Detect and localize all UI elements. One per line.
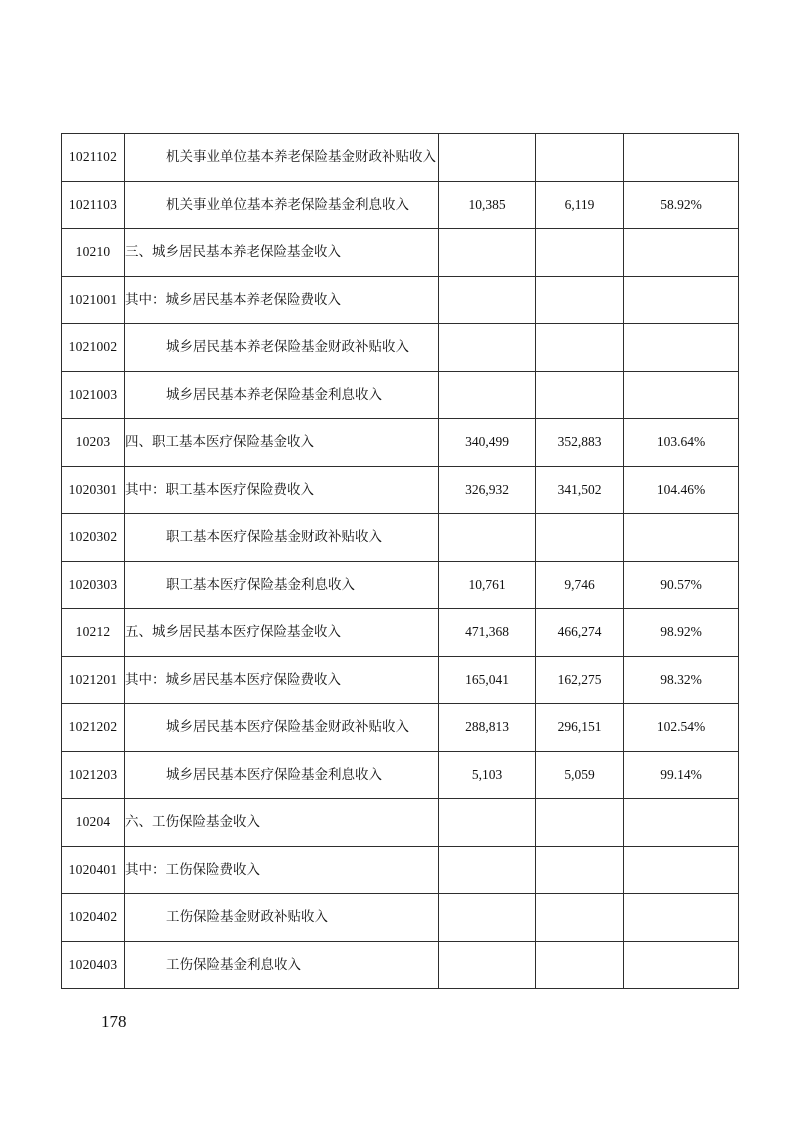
budget-cell: 165,041 bbox=[439, 656, 536, 704]
code-cell: 1021002 bbox=[62, 324, 125, 372]
table-row bbox=[62, 941, 739, 989]
percent-cell bbox=[624, 894, 739, 942]
fund-income-table bbox=[61, 133, 739, 989]
table-row bbox=[62, 419, 739, 467]
description-cell: 四、职工基本医疗保险基金收入 bbox=[125, 419, 439, 467]
table-row bbox=[62, 561, 739, 609]
code-cell: 1020301 bbox=[62, 466, 125, 514]
table-row bbox=[62, 609, 739, 657]
actual-cell bbox=[536, 799, 624, 847]
actual-cell bbox=[536, 941, 624, 989]
budget-cell bbox=[439, 846, 536, 894]
code-cell: 1021102 bbox=[62, 134, 125, 182]
description-cell: 其中：工伤保险费收入 bbox=[125, 846, 439, 894]
table-row bbox=[62, 134, 739, 182]
percent-cell bbox=[624, 134, 739, 182]
table-row bbox=[62, 751, 739, 799]
code-cell: 1020402 bbox=[62, 894, 125, 942]
budget-cell: 471,368 bbox=[439, 609, 536, 657]
code-cell: 1020403 bbox=[62, 941, 125, 989]
budget-cell: 10,761 bbox=[439, 561, 536, 609]
code-cell: 10212 bbox=[62, 609, 125, 657]
code-cell: 1021003 bbox=[62, 371, 125, 419]
code-cell: 1021201 bbox=[62, 656, 125, 704]
budget-cell: 5,103 bbox=[439, 751, 536, 799]
budget-cell: 288,813 bbox=[439, 704, 536, 752]
table-row bbox=[62, 229, 739, 277]
budget-cell bbox=[439, 229, 536, 277]
code-cell: 10203 bbox=[62, 419, 125, 467]
code-cell: 1020302 bbox=[62, 514, 125, 562]
actual-cell: 352,883 bbox=[536, 419, 624, 467]
percent-cell bbox=[624, 371, 739, 419]
actual-cell bbox=[536, 324, 624, 372]
description-cell: 职工基本医疗保险基金财政补贴收入 bbox=[125, 514, 439, 562]
description-cell: 城乡居民基本养老保险基金财政补贴收入 bbox=[125, 324, 439, 372]
percent-cell: 104.46% bbox=[624, 466, 739, 514]
actual-cell: 296,151 bbox=[536, 704, 624, 752]
table-row bbox=[62, 371, 739, 419]
actual-cell: 5,059 bbox=[536, 751, 624, 799]
budget-cell bbox=[439, 894, 536, 942]
budget-cell bbox=[439, 324, 536, 372]
actual-cell bbox=[536, 276, 624, 324]
budget-cell bbox=[439, 941, 536, 989]
description-cell: 城乡居民基本医疗保险基金利息收入 bbox=[125, 751, 439, 799]
budget-cell bbox=[439, 134, 536, 182]
percent-cell bbox=[624, 324, 739, 372]
page-number: 178 bbox=[101, 1012, 127, 1031]
description-cell: 机关事业单位基本养老保险基金财政补贴收入 bbox=[125, 134, 439, 182]
percent-cell: 98.92% bbox=[624, 609, 739, 657]
percent-cell bbox=[624, 846, 739, 894]
percent-cell bbox=[624, 229, 739, 277]
code-cell: 1020303 bbox=[62, 561, 125, 609]
actual-cell: 162,275 bbox=[536, 656, 624, 704]
description-cell: 机关事业单位基本养老保险基金利息收入 bbox=[125, 181, 439, 229]
description-cell: 其中：城乡居民基本医疗保险费收入 bbox=[125, 656, 439, 704]
description-cell: 城乡居民基本养老保险基金利息收入 bbox=[125, 371, 439, 419]
actual-cell: 341,502 bbox=[536, 466, 624, 514]
budget-cell: 10,385 bbox=[439, 181, 536, 229]
percent-cell bbox=[624, 514, 739, 562]
percent-cell bbox=[624, 799, 739, 847]
table-row bbox=[62, 894, 739, 942]
code-cell: 1021103 bbox=[62, 181, 125, 229]
fund-income-table-body bbox=[62, 134, 739, 989]
code-cell: 10204 bbox=[62, 799, 125, 847]
code-cell: 1021001 bbox=[62, 276, 125, 324]
percent-cell bbox=[624, 276, 739, 324]
actual-cell: 466,274 bbox=[536, 609, 624, 657]
code-cell: 1020401 bbox=[62, 846, 125, 894]
description-cell: 职工基本医疗保险基金利息收入 bbox=[125, 561, 439, 609]
budget-cell bbox=[439, 371, 536, 419]
description-cell: 其中：职工基本医疗保险费收入 bbox=[125, 466, 439, 514]
percent-cell: 99.14% bbox=[624, 751, 739, 799]
percent-cell: 103.64% bbox=[624, 419, 739, 467]
description-cell: 其中：城乡居民基本养老保险费收入 bbox=[125, 276, 439, 324]
percent-cell: 102.54% bbox=[624, 704, 739, 752]
actual-cell bbox=[536, 134, 624, 182]
actual-cell: 6,119 bbox=[536, 181, 624, 229]
percent-cell: 58.92% bbox=[624, 181, 739, 229]
actual-cell bbox=[536, 371, 624, 419]
code-cell: 10210 bbox=[62, 229, 125, 277]
table-row bbox=[62, 799, 739, 847]
actual-cell bbox=[536, 229, 624, 277]
description-cell: 城乡居民基本医疗保险基金财政补贴收入 bbox=[125, 704, 439, 752]
table-row bbox=[62, 466, 739, 514]
percent-cell: 90.57% bbox=[624, 561, 739, 609]
percent-cell: 98.32% bbox=[624, 656, 739, 704]
description-cell: 三、城乡居民基本养老保险基金收入 bbox=[125, 229, 439, 277]
fund-income-table-container bbox=[61, 133, 738, 989]
budget-cell bbox=[439, 276, 536, 324]
budget-cell: 340,499 bbox=[439, 419, 536, 467]
description-cell: 工伤保险基金财政补贴收入 bbox=[125, 894, 439, 942]
description-cell: 五、城乡居民基本医疗保险基金收入 bbox=[125, 609, 439, 657]
table-row bbox=[62, 514, 739, 562]
description-cell: 六、工伤保险基金收入 bbox=[125, 799, 439, 847]
actual-cell bbox=[536, 514, 624, 562]
table-row bbox=[62, 181, 739, 229]
table-row bbox=[62, 846, 739, 894]
budget-cell bbox=[439, 799, 536, 847]
code-cell: 1021202 bbox=[62, 704, 125, 752]
budget-cell bbox=[439, 514, 536, 562]
table-row bbox=[62, 704, 739, 752]
actual-cell bbox=[536, 894, 624, 942]
description-cell: 工伤保险基金利息收入 bbox=[125, 941, 439, 989]
budget-cell: 326,932 bbox=[439, 466, 536, 514]
table-row bbox=[62, 324, 739, 372]
actual-cell: 9,746 bbox=[536, 561, 624, 609]
table-row bbox=[62, 276, 739, 324]
table-row bbox=[62, 656, 739, 704]
code-cell: 1021203 bbox=[62, 751, 125, 799]
percent-cell bbox=[624, 941, 739, 989]
actual-cell bbox=[536, 846, 624, 894]
